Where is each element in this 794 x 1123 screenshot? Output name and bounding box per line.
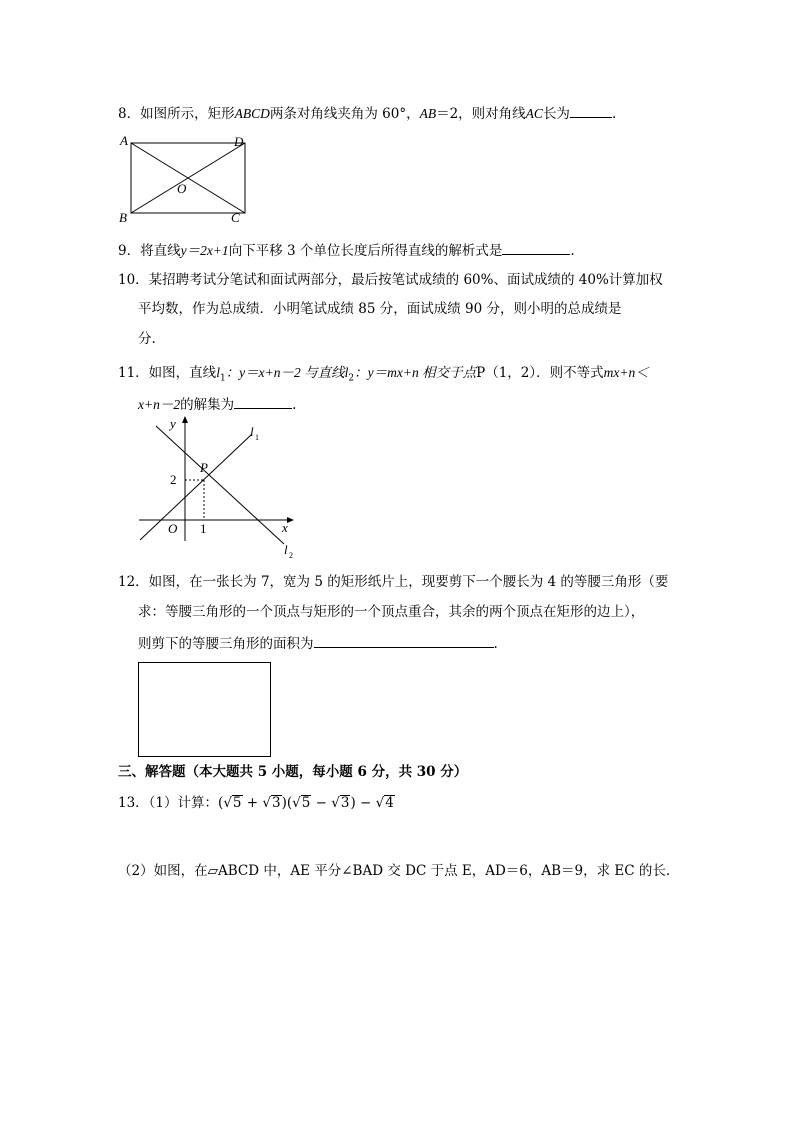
q9-text: 9．将直线y＝2x+1向下平移 3 个单位长度后所得直线的解析式是 .	[118, 243, 575, 259]
q8-answer-blank[interactable]	[570, 104, 612, 118]
q11-line1: 11．如图，直线$l_1$：y＝x+n－2 与直线$l_2$：y＝mx+n 相交于点P（1，2）．则不等式mx+n＜	[118, 365, 649, 384]
q12-rectangle-figure	[138, 662, 271, 757]
q9-answer-blank[interactable]	[502, 241, 570, 255]
q8-label-O: O	[177, 181, 187, 196]
q8-label-A: A	[120, 133, 128, 148]
q8-rectangle-figure	[115, 130, 255, 225]
q11-label-1: 1	[200, 521, 207, 536]
section3-title: 三、解答题（本大题共 5 小题，每小题 6 分，共 30 分）	[118, 764, 468, 780]
q11-label-y: y	[170, 416, 176, 431]
q11-label-l2-sub: 2	[289, 551, 293, 560]
q11-label-l2: l	[284, 542, 288, 557]
q8-label-D: D	[234, 134, 244, 149]
q11-label-O: O	[168, 521, 178, 536]
q11-answer-blank[interactable]	[234, 395, 292, 409]
q10-line2: 平均数，作为总成绩．小明笔试成绩 85 分，面试成绩 90 分，则小明的总成绩是	[138, 301, 622, 317]
q11-label-l1: l	[250, 424, 254, 439]
q12-answer-blank[interactable]	[314, 634, 494, 648]
q8-text: 8．如图所示，矩形ABCD两条对角线夹角为 60°，AB＝2，则对角线AC长为 .	[118, 106, 617, 122]
q12-line2: 求：等腰三角形的一个顶点与矩形的一个顶点重合，其余的两个顶点在矩形的边上），	[138, 604, 645, 620]
q11-label-2: 2	[170, 472, 177, 487]
q12-line1: 12．如图，在一张长为 7，宽为 5 的矩形纸片上，现要剪下一个腰长为 4 的等腰三角形（要	[118, 574, 669, 590]
q11-graph-figure	[134, 416, 309, 561]
q12-line3: 则剪下的等腰三角形的面积为 .	[138, 636, 498, 652]
q11-line2: x+n－2的解集为 .	[138, 397, 297, 413]
q8-label-B: B	[119, 210, 127, 225]
q10-line3: 分.	[138, 331, 156, 347]
q11-label-x: x	[282, 520, 288, 535]
q10-line1: 10．某招聘考试分笔试和面试两部分，最后按笔试成绩的 60%、面试成绩的 40%计算加权	[118, 272, 663, 288]
q13-part2: （2）如图，在▱ABCD 中，AE 平分∠BAD 交 DC 于点 E，AD＝6，AB＝9，求 EC 的长.	[118, 863, 671, 879]
q11-label-P: P	[200, 460, 208, 475]
q13-part1: 13．（1）计算：(√5 + √3)(√5 − √3) − √4	[118, 795, 394, 811]
q8-label-C: C	[231, 210, 240, 225]
q11-label-l1-sub: 1	[255, 433, 259, 442]
